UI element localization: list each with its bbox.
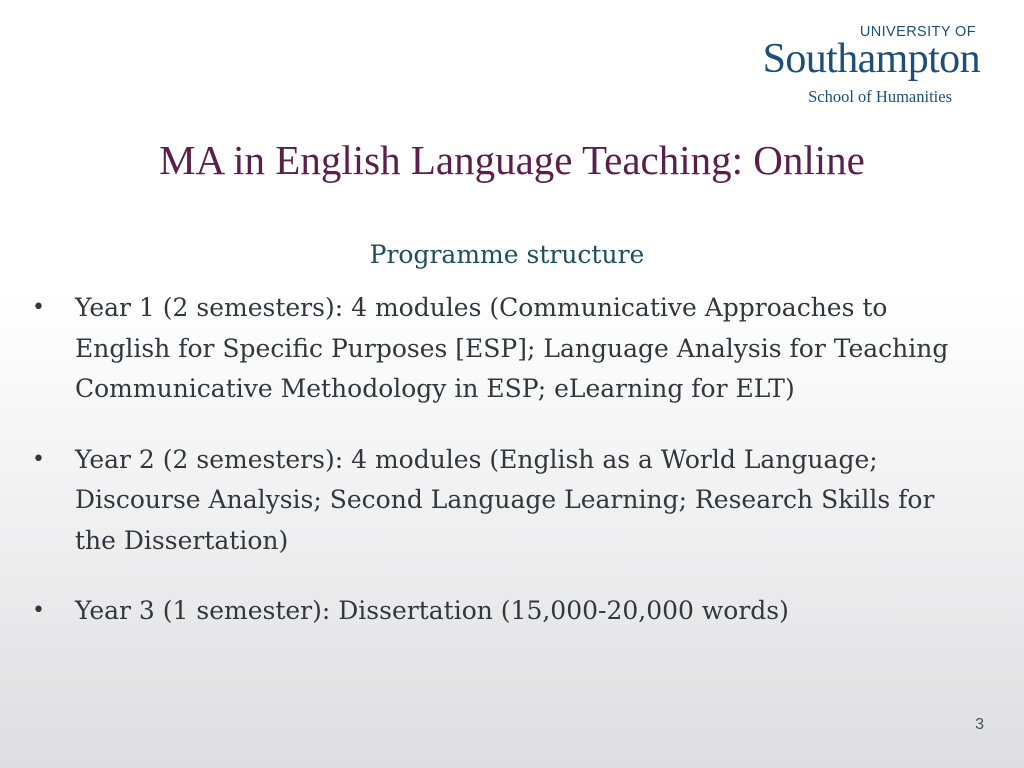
bullet-icon: • bbox=[32, 598, 45, 623]
slide-title: MA in English Language Teaching: Online bbox=[159, 137, 865, 183]
bullet-item bbox=[32, 288, 982, 410]
bullet-icon: • bbox=[32, 446, 45, 472]
slide-subtitle: Programme structure bbox=[369, 240, 645, 269]
bullet-icon: • bbox=[32, 295, 45, 320]
bullet-item bbox=[32, 591, 982, 632]
logo-name: Southampton bbox=[762, 36, 980, 82]
bullet-text: Year 1 (2 semesters): 4 modules (Communicative Approaches to English for Specific Purposes [ESP]; Language Analysis for Teaching Communicative Methodology in ESP; eLearning for ELT) bbox=[75, 293, 949, 403]
page-number: 3 bbox=[975, 716, 984, 733]
bullet-text: Year 2 (2 semesters): 4 modules (English as a World Language; Discourse Analysis; Second Language Learning; Research Skills for the Dissertation) bbox=[75, 444, 935, 555]
bullet-list bbox=[32, 288, 982, 662]
bullet-text: Year 3 (1 semester): Dissertation (15,000-20,000 words) bbox=[75, 596, 789, 625]
university-logo bbox=[730, 24, 980, 108]
bullet-item bbox=[32, 440, 982, 562]
logo-school: School of Humanities bbox=[808, 87, 952, 106]
logo-university-line: UNIVERSITY OF bbox=[859, 24, 976, 40]
